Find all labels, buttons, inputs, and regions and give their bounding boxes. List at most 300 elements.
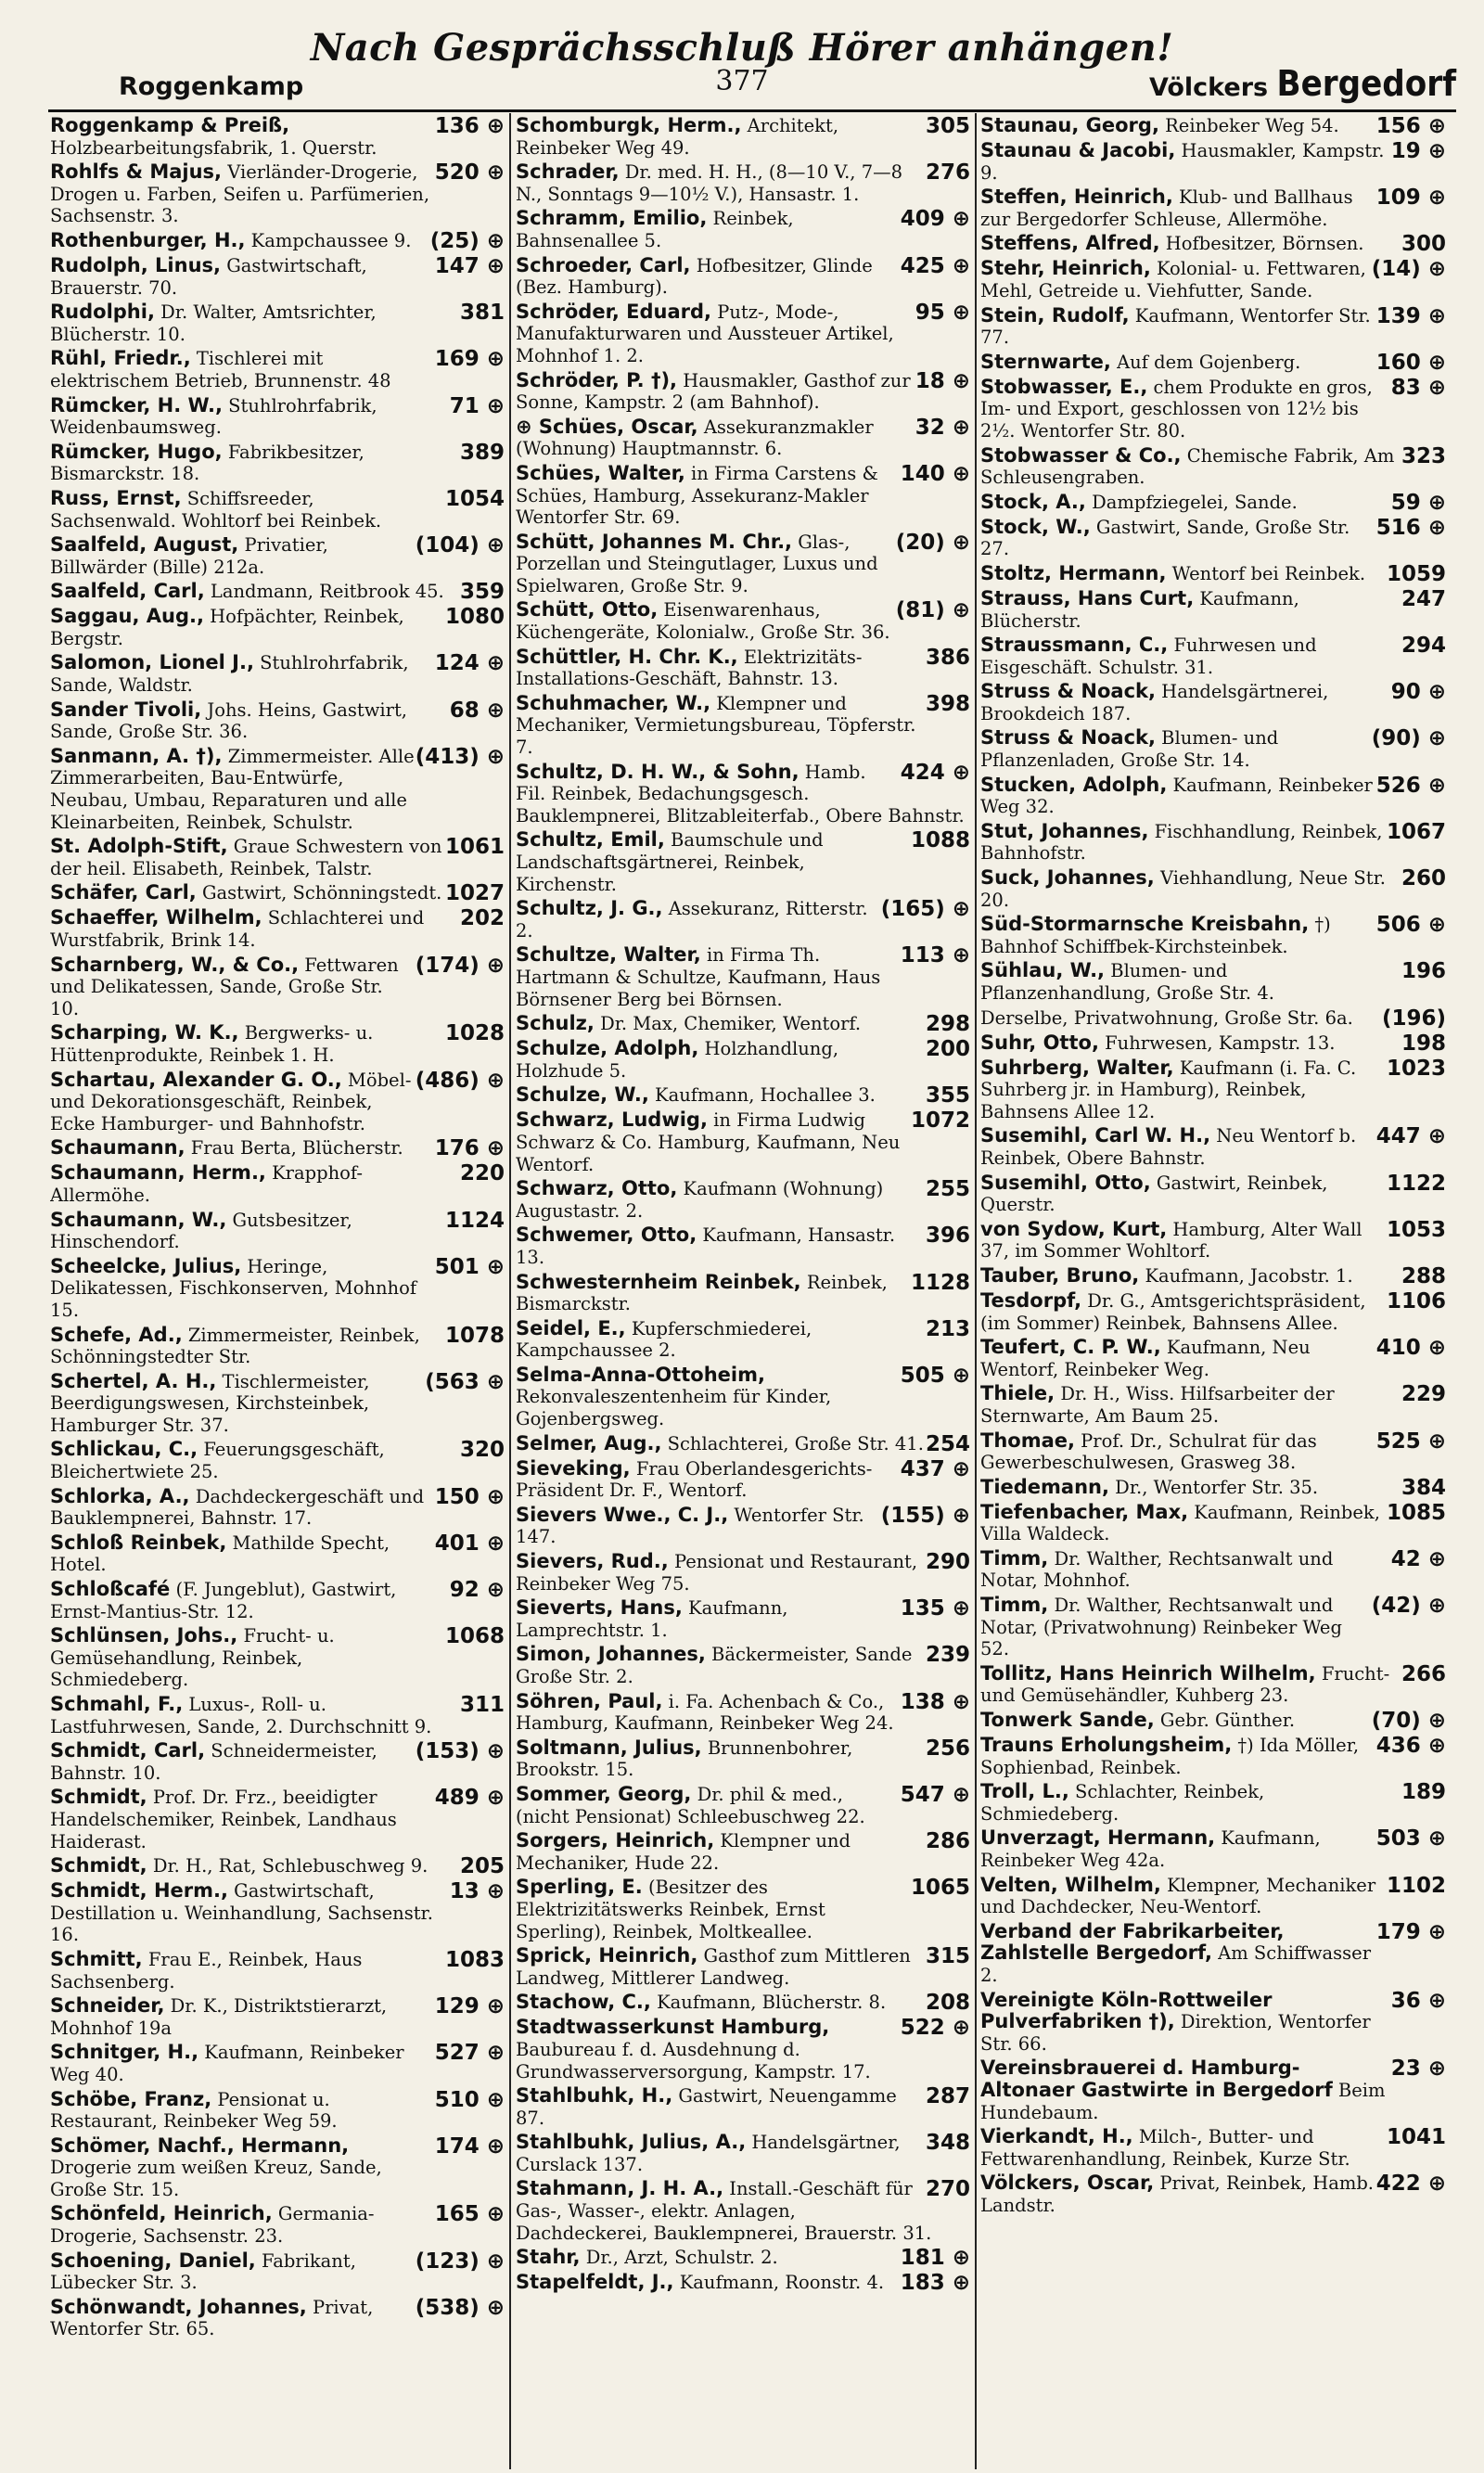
phone-number: 276 <box>925 160 970 186</box>
directory-entry <box>50 2250 505 2294</box>
directory-entry <box>50 301 505 345</box>
directory-entry <box>50 1137 505 1160</box>
entry-description: in Firma Carstens & Schües, Hamburg, Assekuranz-Makler Wentorfer Str. 69. <box>516 462 878 529</box>
entry-description: Dr. H., Rat, Schlebuschweg 9. <box>147 1855 429 1877</box>
phone-number: 59 ⊕ <box>1390 490 1446 515</box>
phone-number: 323 <box>1401 443 1446 468</box>
entry-name: Selma-Anna-Ottoheim, <box>516 1363 765 1386</box>
entry-description: Graue Schwestern von der heil. Elisabeth, Reinbek, Talstr. <box>50 836 442 879</box>
phone-number: 213 <box>925 1316 970 1341</box>
phone-number: 18 ⊕ <box>915 368 970 393</box>
entry-description: Kampchaussee 9. <box>245 229 412 251</box>
phone-number: 522 ⊕ <box>900 2016 970 2041</box>
entry-description: Landmann, Reitbrook 45. <box>204 581 444 603</box>
phone-number: 13 ⊕ <box>449 1879 505 1904</box>
entry-description: Hofbesitzer, Börnsen. <box>1159 233 1364 255</box>
entry-description: Hofpächter, Reinbek, Bergstr. <box>50 606 404 649</box>
entry-name: Stahlbuhk, H., <box>516 2084 673 2108</box>
directory-entry <box>980 445 1446 489</box>
phone-number: 129 ⊕ <box>434 1994 505 2019</box>
entry-name: Süd-Stormarnsche Kreisbahn, <box>980 913 1310 936</box>
entry-description: Architekt, Reinbeker Weg 49. <box>516 115 839 159</box>
entry-description: Gastwirt, Reinbek, Querstr. <box>980 1172 1328 1216</box>
entry-name: Rohlfs & Majus, <box>50 160 223 184</box>
phone-number: 1065 <box>910 1876 970 1901</box>
phone-number: 200 <box>925 1037 970 1062</box>
header-right <box>1149 63 1456 104</box>
directory-entry <box>50 1880 505 1946</box>
phone-number: 138 ⊕ <box>900 1689 970 1714</box>
entry-description: Stuhlrohrfabrik, Sande, Waldstr. <box>50 652 409 697</box>
entry-name: Thiele, <box>980 1382 1055 1405</box>
entry-name: Rümcker, Hugo, <box>50 440 223 463</box>
entry-name: Timm, <box>980 1594 1049 1617</box>
entry-description: Blumen- und Pflanzenhandlung, Große Str. 4. <box>980 960 1274 1004</box>
phone-number: 139 ⊕ <box>1375 303 1446 328</box>
directory-entry <box>516 1458 970 1502</box>
entry-description: Kaufmann, Wentorfer Str. 77. <box>980 304 1371 349</box>
directory-entry <box>50 115 505 159</box>
phone-number: 256 <box>925 1736 970 1761</box>
phone-number: 1083 <box>444 1947 505 1972</box>
entry-description: Tischlermeister, Beerdigungswesen, Kirchsteinbek, Hamburger Str. 37. <box>50 1370 370 1436</box>
phone-number: 389 <box>459 440 505 465</box>
entry-name: Stobwasser & Co., <box>980 443 1182 467</box>
phone-number: 1085 <box>1386 1500 1446 1525</box>
phone-number: (42) ⊕ <box>1371 1594 1446 1619</box>
column-divider <box>975 113 977 2469</box>
entry-description: Dr., Arzt, Schulstr. 2. <box>580 2247 778 2269</box>
entry-description: Hamburg, Alter Wall 37, im Sommer Wohltorf. <box>980 1218 1362 1262</box>
entry-name: Troll, L., <box>980 1780 1069 1803</box>
entry-description: Prof. Dr., Schulrat für das Gewerbeschulwesen, Grasweg 38. <box>980 1429 1317 1474</box>
phone-number: 71 ⊕ <box>449 393 505 418</box>
entry-name: Saggau, Aug., <box>50 605 204 628</box>
entry-name: Stut, Johannes, <box>980 819 1149 842</box>
entry-name: Schaumann, <box>50 1136 186 1160</box>
entry-name: Tollitz, Hans Heinrich Wilhelm, <box>980 1661 1316 1685</box>
entry-description: Gastwirt, Sande, Große Str. 27. <box>980 516 1350 560</box>
directory-entry <box>516 1433 970 1455</box>
entry-name: Salomon, Lionel J., <box>50 651 254 674</box>
directory-entry <box>980 1875 1446 1918</box>
entry-name: Suck, Johannes, <box>980 866 1155 890</box>
phone-number: 320 <box>459 1438 505 1463</box>
entry-name: Roggenkamp & Preiß, <box>50 115 290 136</box>
entry-name: Stahmann, J. H. A., <box>516 2177 724 2200</box>
entry-description: Reinbek, Bahnsenallee 5. <box>516 208 794 251</box>
entry-name: Velten, Wilhelm, <box>980 1873 1161 1896</box>
entry-name: Trauns Erholungsheim, <box>980 1734 1233 1757</box>
entry-name: Schröder, P. †), <box>516 368 678 391</box>
entry-description: (Besitzer des Elektrizitätswerks Reinbek, Ernst Sperling), Reinbek, Moltkeallee. <box>516 1877 825 1942</box>
entry-name: Selmer, Aug., <box>516 1431 662 1454</box>
phone-number: 176 ⊕ <box>434 1136 505 1161</box>
entry-description: Baubureau f. d. Ausdehnung d. Grundwasserversorgung, Kampstr. 17. <box>516 2038 871 2082</box>
directory-entry <box>50 606 505 649</box>
phone-number: 174 ⊕ <box>434 2133 505 2159</box>
directory-entry <box>980 140 1446 184</box>
phone-number: 386 <box>925 645 970 670</box>
entry-description: i. Fa. Achenbach & Co., Hamburg, Kaufmann, Reinbeker Weg 24. <box>516 1690 894 1735</box>
entry-description: Baumschule und Landschaftsgärtnerei, Reinbek, Kirchenstr. <box>516 829 824 895</box>
phone-number: 205 <box>459 1854 505 1879</box>
entry-description: Schlachter, Reinbek, Schmiedeberg. <box>980 1781 1265 1825</box>
entry-description: Germania-Drogerie, Sachsenstr. 23. <box>50 2203 375 2248</box>
entry-description: Auf dem Gojenberg. <box>1110 351 1301 373</box>
directory-entry <box>516 161 970 205</box>
entry-description: Dr., Wentorfer Str. 35. <box>1108 1476 1319 1498</box>
entry-name: Rudolph, Linus, <box>50 253 222 276</box>
directory-entry <box>980 914 1446 957</box>
directory-entry <box>980 492 1446 514</box>
entry-description: Holzhandlung, Holzhude 5. <box>516 1038 839 1082</box>
entry-description: Hausmakler, Kampstr. 9. <box>980 140 1385 184</box>
entry-name: Schaumann, Herm., <box>50 1161 266 1185</box>
entry-name: ⊕ Schües, Oscar, <box>516 415 698 438</box>
entry-description: Handelsgärtnerei, Brookdeich 187. <box>980 681 1329 724</box>
entry-description: Kaufmann, Neu Wentorf, Reinbeker Weg. <box>980 1337 1311 1380</box>
phone-number: 1106 <box>1386 1288 1446 1313</box>
entry-name: Schmidt, <box>50 1786 147 1809</box>
phone-number: 437 ⊕ <box>900 1456 970 1481</box>
entry-name: Rudolphi, <box>50 301 155 324</box>
entry-description: Schneidermeister, Bahnstr. 10. <box>50 1740 377 1784</box>
entry-name: Schulze, Adolph, <box>516 1037 699 1060</box>
entry-description: Kaufmann, Reinbek, Villa Waldeck. <box>980 1501 1380 1545</box>
entry-name: Stobwasser, E., <box>980 375 1148 398</box>
entry-name: Strauss, Hans Curt, <box>980 586 1195 609</box>
phone-number: 198 <box>1401 1031 1446 1056</box>
directory-entry <box>516 829 970 895</box>
directory-entry <box>50 1579 505 1622</box>
entry-name: Schroeder, Carl, <box>516 253 691 276</box>
entry-description: Dr. Walter, Amtsrichter, Blücherstr. 10. <box>50 301 377 345</box>
entry-description: Gastwirt, Schönningstedt. <box>196 882 442 904</box>
directory-entry <box>516 1992 970 2014</box>
phone-number: 1053 <box>1386 1217 1446 1242</box>
entry-name: Schrader, <box>516 160 620 184</box>
directory-entry <box>980 775 1446 818</box>
phone-number: 140 ⊕ <box>900 461 970 486</box>
entry-name: Russ, Ernst, <box>50 486 182 509</box>
entry-description: Fabrikbesitzer, Bismarckstr. 18. <box>50 441 365 485</box>
entry-name: Struss & Noack, <box>980 726 1156 750</box>
phone-number: 1061 <box>444 835 505 860</box>
entry-description: Neu Wentorf b. Reinbek, Obere Bahnstr. <box>980 1125 1357 1169</box>
directory-entry <box>980 1125 1446 1169</box>
entry-description: Luxus-, Roll- u. Lastfuhrwesen, Sande, 2. Durchschnitt 9. <box>50 1694 432 1737</box>
entry-name: Sievers, Rud., <box>516 1550 669 1573</box>
directory-entry <box>50 1371 505 1437</box>
entry-name: Sanmann, A. †), <box>50 744 223 767</box>
entry-description: Klempner und Mechaniker, Vermietungsbureau, Töpferstr. 7. <box>516 692 916 759</box>
entry-name: Saalfeld, Carl, <box>50 580 205 603</box>
entry-description: Frau Berta, Blücherstr. <box>185 1137 403 1160</box>
entry-name: Schlickau, C., <box>50 1438 198 1461</box>
entry-name: Susemihl, Carl W. H., <box>980 1124 1211 1147</box>
entry-description: Kupferschmiederei, Kampchaussee 2. <box>516 1317 812 1362</box>
phone-number: (81) ⊕ <box>895 598 970 623</box>
directory-entry <box>50 1022 505 1066</box>
phone-number: 520 ⊕ <box>434 160 505 186</box>
entry-description: Schlachterei, Große Str. 41. <box>661 1432 924 1454</box>
entry-description: Gastwirtschaft, Destillation u. Weinhandlung, Sachsenstr. 16. <box>50 1880 433 1946</box>
entry-name: Schoening, Daniel, <box>50 2249 256 2272</box>
entry-description: Gasthof zum Mittleren Landweg, Mittlerer Landweg. <box>516 1945 911 1989</box>
entry-description: Dr. Walther, Rechtsanwalt und Notar, Mohnhof. <box>980 1547 1334 1592</box>
entry-name: Tauber, Bruno, <box>980 1263 1140 1287</box>
phone-number: 298 <box>925 1012 970 1037</box>
entry-name: Vereinigte Köln-Rottweiler Pulverfabriken †), <box>980 1988 1273 2033</box>
entry-description: Fabrikant, Lübecker Str. 3. <box>50 2249 356 2294</box>
phone-number: 503 ⊕ <box>1375 1826 1446 1852</box>
entry-name: Schuhmacher, W., <box>516 691 711 714</box>
phone-number: 501 ⊕ <box>434 1254 505 1279</box>
phone-number: 109 ⊕ <box>1375 186 1446 211</box>
directory-entry <box>50 955 505 1020</box>
directory-entry <box>516 1038 970 1082</box>
phone-number: (196) <box>1381 1006 1446 1031</box>
directory-entry <box>50 1325 505 1368</box>
phone-number: 506 ⊕ <box>1375 913 1446 938</box>
entry-name: Tesdorpf, <box>980 1288 1082 1312</box>
entry-name: Tonwerk Sande, <box>980 1709 1155 1732</box>
entry-name: Stehr, Heinrich, <box>980 257 1151 280</box>
entry-description: Mathilde Specht, Hotel. <box>50 1531 390 1576</box>
entry-name: Stadtwasserkunst Hamburg, <box>516 2016 830 2039</box>
entry-description: Dr. Max, Chemiker, Wentorf. <box>594 1013 862 1035</box>
phone-number: 95 ⊕ <box>915 300 970 325</box>
entry-name: Simon, Johannes, <box>516 1643 706 1666</box>
phone-number: 425 ⊕ <box>900 253 970 278</box>
entry-name: Suhr, Otto, <box>980 1031 1099 1054</box>
directory-entry <box>980 1430 1446 1474</box>
phone-number: (90) ⊕ <box>1371 726 1446 751</box>
phone-number: 260 <box>1401 866 1446 891</box>
entry-name: Susemihl, Otto, <box>980 1171 1151 1194</box>
entry-name: Söhren, Paul, <box>516 1689 663 1712</box>
phone-number: 136 ⊕ <box>434 115 505 138</box>
entry-name: Rümcker, H. W., <box>50 393 223 416</box>
entry-name: Stock, A., <box>980 490 1086 513</box>
directory-entry <box>50 836 505 879</box>
entry-description: Zimmermeister, Reinbek, Schönningstedter Str. <box>50 1324 420 1368</box>
directory-entry <box>50 2135 505 2201</box>
phone-number: 156 ⊕ <box>1375 115 1446 138</box>
directory-entry <box>516 1737 970 1781</box>
entry-name: Staunau & Jacobi, <box>980 139 1176 161</box>
entry-description: Stuhlrohrfabrik, Weidenbaumsweg. <box>50 394 377 439</box>
column-divider <box>509 113 511 2469</box>
directory-entry <box>516 944 970 1010</box>
entry-description: Brunnenbohrer, Brookstr. 15. <box>516 1736 853 1781</box>
directory-entry <box>980 258 1446 301</box>
directory-entry <box>50 2297 505 2340</box>
entry-description: Dr. med. H. H., (8—10 V., 7—8 N., Sonntags 9—10½ V.), Hansastr. 1. <box>516 161 903 205</box>
phone-number: (20) ⊕ <box>895 530 970 555</box>
phone-number: (14) ⊕ <box>1371 257 1446 282</box>
directory-entry <box>980 727 1446 771</box>
entry-name: St. Adolph-Stift, <box>50 835 228 858</box>
entry-name: Tiedemann, <box>980 1475 1109 1498</box>
directory-entry <box>980 377 1446 442</box>
entry-name: Schröder, Eduard, <box>516 300 712 323</box>
entry-name: Schmahl, F., <box>50 1693 184 1715</box>
directory-column-2 <box>516 115 970 2462</box>
entry-description: Kaufmann, Blücherstr. <box>980 587 1299 632</box>
entry-description: Kaufmann, Reinbeker Weg 42a. <box>980 1827 1321 1871</box>
phone-number: 489 ⊕ <box>434 1786 505 1811</box>
entry-name: Schlünsen, Johs., <box>50 1624 238 1647</box>
directory-entry <box>50 1439 505 1482</box>
phone-number: 1124 <box>444 1208 505 1233</box>
entry-name: Schmitt, <box>50 1947 143 1970</box>
entry-name: Sieverts, Hans, <box>516 1596 683 1620</box>
entry-description: Zimmermeister. Alle Zimmerarbeiten, Bau-Entwürfe, Neubau, Umbau, Reparaturen und alle Kleinarbeiten, Reinbek, Schulstr. <box>50 745 415 833</box>
phone-number: 401 ⊕ <box>434 1531 505 1556</box>
entry-description: Blumen- und Pflanzenladen, Große Str. 14. <box>980 727 1279 772</box>
entry-description: Kaufmann (Wohnung) Augustastr. 2. <box>516 1178 884 1222</box>
entry-name: Sprick, Heinrich, <box>516 1944 698 1967</box>
phone-number: 1068 <box>444 1624 505 1649</box>
entry-description: Reinbeker Weg 54. <box>1158 115 1339 136</box>
entry-description: Kaufmann, Hansastr. 13. <box>516 1224 896 1268</box>
directory-entry <box>516 416 970 460</box>
phone-number: 1059 <box>1386 561 1446 586</box>
entry-name: Schefe, Ad., <box>50 1323 183 1346</box>
entry-name: Straussmann, C., <box>980 634 1169 657</box>
entry-name: Völckers, Oscar, <box>980 2172 1155 2195</box>
phone-number: 1088 <box>910 828 970 853</box>
entry-description: Tischlerei mit elektrischem Betrieb, Brunnenstr. 48 <box>50 348 391 391</box>
entry-name: Timm, <box>980 1546 1049 1570</box>
entry-description: Dampfziegelei, Sande. <box>1085 491 1298 513</box>
phone-number: 409 ⊕ <box>900 207 970 232</box>
entry-description: Klempner und Mechaniker, Hude 22. <box>516 1830 851 1874</box>
directory-entry <box>980 115 1446 137</box>
phone-number: (165) ⊕ <box>880 897 970 922</box>
entry-name: Schües, Walter, <box>516 461 685 484</box>
entry-name: Steffens, Alfred, <box>980 232 1160 255</box>
entry-description: Kaufmann, Reinbeker Weg 32. <box>980 774 1373 818</box>
directory-entry <box>980 1172 1446 1216</box>
directory-entry <box>50 161 505 227</box>
directory-entry <box>980 352 1446 374</box>
entry-name: Rühl, Friedr., <box>50 347 191 370</box>
directory-entry <box>980 563 1446 585</box>
directory-entry <box>516 1318 970 1362</box>
entry-description: Kaufmann, Roonstr. 4. <box>673 2272 885 2294</box>
entry-description: Frucht- und Gemüsehändler, Kuhberg 23. <box>980 1662 1390 1707</box>
directory-entry <box>50 1694 505 1737</box>
directory-entry <box>516 599 970 643</box>
directory-entry <box>980 1057 1446 1123</box>
directory-entry <box>516 2247 970 2269</box>
phone-number: 527 ⊕ <box>434 2041 505 2066</box>
entry-name: Schönwandt, Johannes, <box>50 2295 307 2318</box>
directory-entry <box>516 1877 970 1942</box>
directory-entry <box>50 1210 505 1253</box>
entry-name: Schmidt, Carl, <box>50 1739 206 1762</box>
directory-entry <box>50 1740 505 1784</box>
phone-number: 422 ⊕ <box>1375 2172 1446 2197</box>
entry-name: Stock, W., <box>980 515 1091 538</box>
directory-entry <box>980 960 1446 1004</box>
phone-number: 229 <box>1401 1382 1446 1407</box>
phone-number: 396 <box>925 1224 970 1249</box>
directory-entry <box>516 647 970 690</box>
entry-description: Am Schiffwasser 2. <box>980 1942 1372 1986</box>
directory-entry <box>50 882 505 904</box>
entry-description: Frau E., Reinbek, Haus Sachsenberg. <box>50 1948 363 1992</box>
phone-number: 135 ⊕ <box>900 1596 970 1621</box>
phone-number: 23 ⊕ <box>1390 2057 1446 2082</box>
directory-entry <box>50 1070 505 1135</box>
directory-entry <box>516 1109 970 1175</box>
phone-number: 183 ⊕ <box>900 2271 970 2296</box>
entry-description: Bäckermeister, Sande Große Str. 2. <box>516 1644 913 1687</box>
phone-number: 1023 <box>1386 1056 1446 1081</box>
entry-name: Schultz, D. H. W., & Sohn, <box>516 760 800 783</box>
directory-entry <box>980 233 1446 255</box>
entry-name: Schütt, Otto, <box>516 598 659 621</box>
phone-number: (155) ⊕ <box>880 1503 970 1528</box>
phone-number: 516 ⊕ <box>1375 515 1446 540</box>
phone-number: 510 ⊕ <box>434 2087 505 2112</box>
phone-number: 288 <box>1401 1263 1446 1288</box>
directory-entry <box>980 1477 1446 1499</box>
entry-name: Sievers Wwe., C. J., <box>516 1503 729 1526</box>
phone-number: 359 <box>459 580 505 605</box>
entry-description: Assekuranz, Ritterstr. 2. <box>516 898 868 942</box>
entry-description: Beim Hundebaum. <box>980 2079 1386 2123</box>
phone-number: 294 <box>1401 634 1446 659</box>
phone-number: 68 ⊕ <box>449 698 505 723</box>
directory-entry <box>980 1735 1446 1778</box>
directory-column-3 <box>980 115 1446 2462</box>
entry-description: Frucht- u. Gemüsehandlung, Reinbek, Schmiedeberg. <box>50 1625 335 1691</box>
entry-description: Möbel- und Dekorationsgeschäft, Reinbek, Ecke Hamburger- und Bahnhofstr. <box>50 1069 412 1134</box>
entry-name: Vereinsbrauerei d. Hamburg-Altonaer Gastwirte in Bergedorf <box>980 2057 1333 2101</box>
phone-number: 19 ⊕ <box>1390 139 1446 163</box>
entry-description: Kaufmann, Reinbeker Weg 40. <box>50 2042 404 2085</box>
directory-entry <box>516 1945 970 1989</box>
directory-entry <box>50 907 505 951</box>
entry-name: Schwesternheim Reinbek, <box>516 1270 801 1293</box>
entry-description: Wentorfer Str. 147. <box>516 1504 864 1548</box>
entry-description: Kaufmann, Blücherstr. 8. <box>650 1992 887 2014</box>
phone-number: 1028 <box>444 1021 505 1046</box>
phone-number: 169 ⊕ <box>434 347 505 372</box>
phone-number: 381 <box>459 301 505 326</box>
entry-name: Saalfeld, August, <box>50 533 239 557</box>
directory-entry <box>50 442 505 485</box>
entry-description: Pensionat u. Restaurant, Reinbeker Weg 59. <box>50 2088 338 2133</box>
entry-name: Schloß Reinbek, <box>50 1531 227 1554</box>
directory-entry <box>516 208 970 251</box>
entry-description: Dr. Walther, Rechtsanwalt und Notar, (Privatwohnung) Reinbeker Weg 52. <box>980 1595 1342 1660</box>
phone-number: 270 <box>925 2177 970 2202</box>
entry-description: Direktion, Wentorfer Str. 66. <box>980 2011 1371 2055</box>
directory-entry <box>50 699 505 743</box>
entry-description: Kaufmann (i. Fa. C. Suhrberg jr. in Hamburg), Reinbek, Bahnsens Allee 12. <box>980 1057 1357 1122</box>
directory-entry <box>980 2057 1446 2123</box>
entry-description: Hofbesitzer, Glinde (Bez. Hamburg). <box>516 254 873 299</box>
entry-description: Dr. phil & med., (nicht Pensionat) Schleebuschweg 22. <box>516 1783 865 1827</box>
entry-name: Struss & Noack, <box>980 680 1156 703</box>
phone-number: 150 ⊕ <box>434 1484 505 1509</box>
